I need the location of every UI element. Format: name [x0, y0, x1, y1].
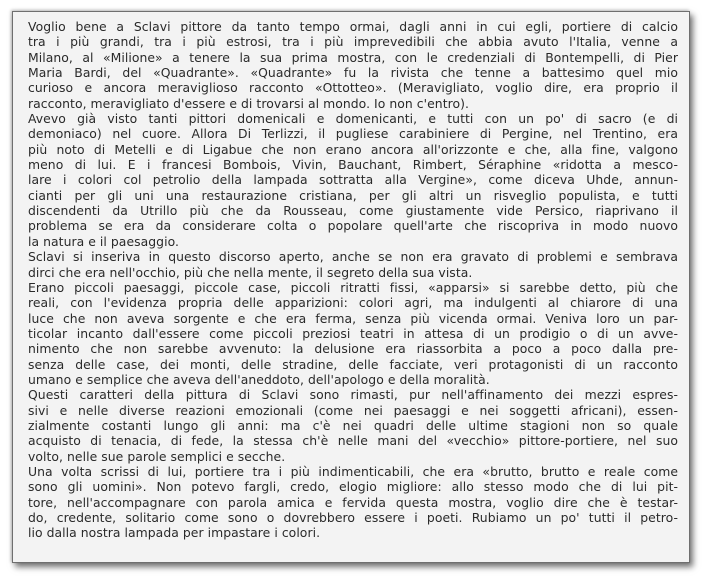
text-line: sono gli uomini». Non potevo fargli, credo, elogio migliore: allo stesso modo che di lui pit-	[28, 479, 678, 495]
text-line: do, credente, solitario come sono o dovrebbero essere i poeti. Rubiamo un po' tutti il petro-	[28, 510, 678, 525]
text-line: Voglio bene a Sclavi pittore da tanto tempo ormai, dagli anni in cui egli, portiere di calcio	[28, 19, 678, 34]
text-line: racconto, meravigliato d'essere e di trovarsi al mondo. Io non c'entro).	[28, 95, 469, 111]
text-line: tra i più grandi, tra i più estrosi, tra i più imprevedibili che abbia avuto l'Italia, venne a	[28, 34, 678, 50]
paragraph-4	[28, 280, 678, 387]
text-line: discendenti da Utrillo più che da Rousseau, come giustamente vide Persico, riaprivano il	[28, 203, 678, 219]
text-line: umano e semplice che aveva dell'aneddoto, dell'apologo e della moralità.	[28, 371, 490, 387]
text-line: Avevo già visto tanti pittori domenicali e domenicanti, e tutti con un po' di sacro (e di	[28, 111, 678, 127]
text-line: dirci che era nell'occhio, più che nella mente, il segreto della sua vista.	[28, 264, 473, 280]
text-line: Maria Bardi, del «Quadrante». «Quadrante» fu la rivista che tenne a battesimo quel mio	[28, 65, 678, 81]
text-line: lare i colori col petrolio della lampada sottratta alla Vergine», come diceva Uhde, annun-	[28, 172, 678, 188]
text-line: più noto di Metelli e di Ligabue che non erano ancora all'orizzonte e che, alla fine, valgono	[28, 141, 678, 157]
paragraph-5	[28, 387, 678, 464]
text-line: nimento che non sarebbe avvenuto: la delusione era riassorbita a poco a poco dalla pre-	[28, 341, 678, 357]
text-line: luce che non aveva sorgente e che era ferma, senza più vicenda ormai. Veniva loro un par-	[28, 310, 678, 326]
text-line: lio dalla nostra lampada per impastare i colori.	[28, 525, 321, 541]
text-line: Milano, al «Milione» a tenere la sua prima mostra, con le credenziali di Bontempelli, di Pier	[28, 49, 678, 65]
text-line: Una volta scrissi di lui, portiere tra i più indimenticabili, che era «brutto, brutto e reale come	[28, 463, 678, 479]
text-line: demoniaco) nel cuore. Allora Di Terlizzi, il pugliese carabiniere di Pergine, nel Trentino, era	[28, 126, 678, 142]
text-line: volto, nelle sue parole semplici e secche.	[28, 448, 286, 464]
text-line: problema se era da considerare colta o popolare quell'arte che riscopriva in modo nuovo	[28, 218, 678, 234]
text-line: sivi e nelle diverse reazioni emozionali (come nei paesaggi e nei soggetti africani), essen-	[28, 402, 678, 418]
document-page	[12, 11, 690, 563]
text-line: la natura e il paesaggio.	[28, 233, 179, 249]
text-line: tore, nell'accompagnare con parola amica e fervida questa mostra, voglio dire che è testar-	[28, 494, 678, 510]
document-text	[28, 19, 678, 541]
text-line: Erano piccoli paesaggi, piccole case, piccoli ritratti fissi, «apparsi» si sarebbe detto, più che	[28, 279, 678, 295]
text-line: cianti per gli uni una restaurazione cristiana, per gli altri un risveglio populista, e tutti	[28, 187, 678, 203]
paragraph-6	[28, 464, 678, 541]
text-line: Questi caratteri della pittura di Sclavi sono rimasti, pur nell'affinamento dei mezzi espres-	[28, 387, 678, 403]
text-line: senza delle case, dei monti, delle stradine, delle facciate, veri protagonisti di un racconto	[28, 356, 678, 372]
text-line: zialmente costanti lungo gli anni: ma c'è nei quadri delle ultime stagioni non so quale	[28, 417, 678, 433]
paragraph-1	[28, 19, 678, 111]
text-line: Sclavi si inseriva in questo discorso aperto, anche se non era gravato di problemi e sembrava	[28, 249, 678, 265]
paragraph-2	[28, 111, 678, 249]
text-line: reali, con l'evidenza propria delle apparizioni: colori agri, ma indulgenti al chiarore di una	[28, 295, 678, 311]
text-line: curioso e ancora meraviglioso racconto «Ottotteo». (Meravigliato, voglio dire, era proprio il	[28, 80, 678, 96]
text-line: acquisto di tenacia, di fede, la stessa ch'è nelle mani del «vecchio» pittore-portiere, nel suo	[28, 433, 678, 449]
text-line: meno di lui. E i francesi Bombois, Vivin, Bauchant, Rimbert, Séraphine «ridotta a mesco-	[28, 157, 678, 173]
paragraph-3	[28, 249, 678, 280]
text-line: ticolar incanto dall'essere come piccoli preziosi teatri in attesa di un prodigio o di un avve-	[28, 325, 678, 341]
